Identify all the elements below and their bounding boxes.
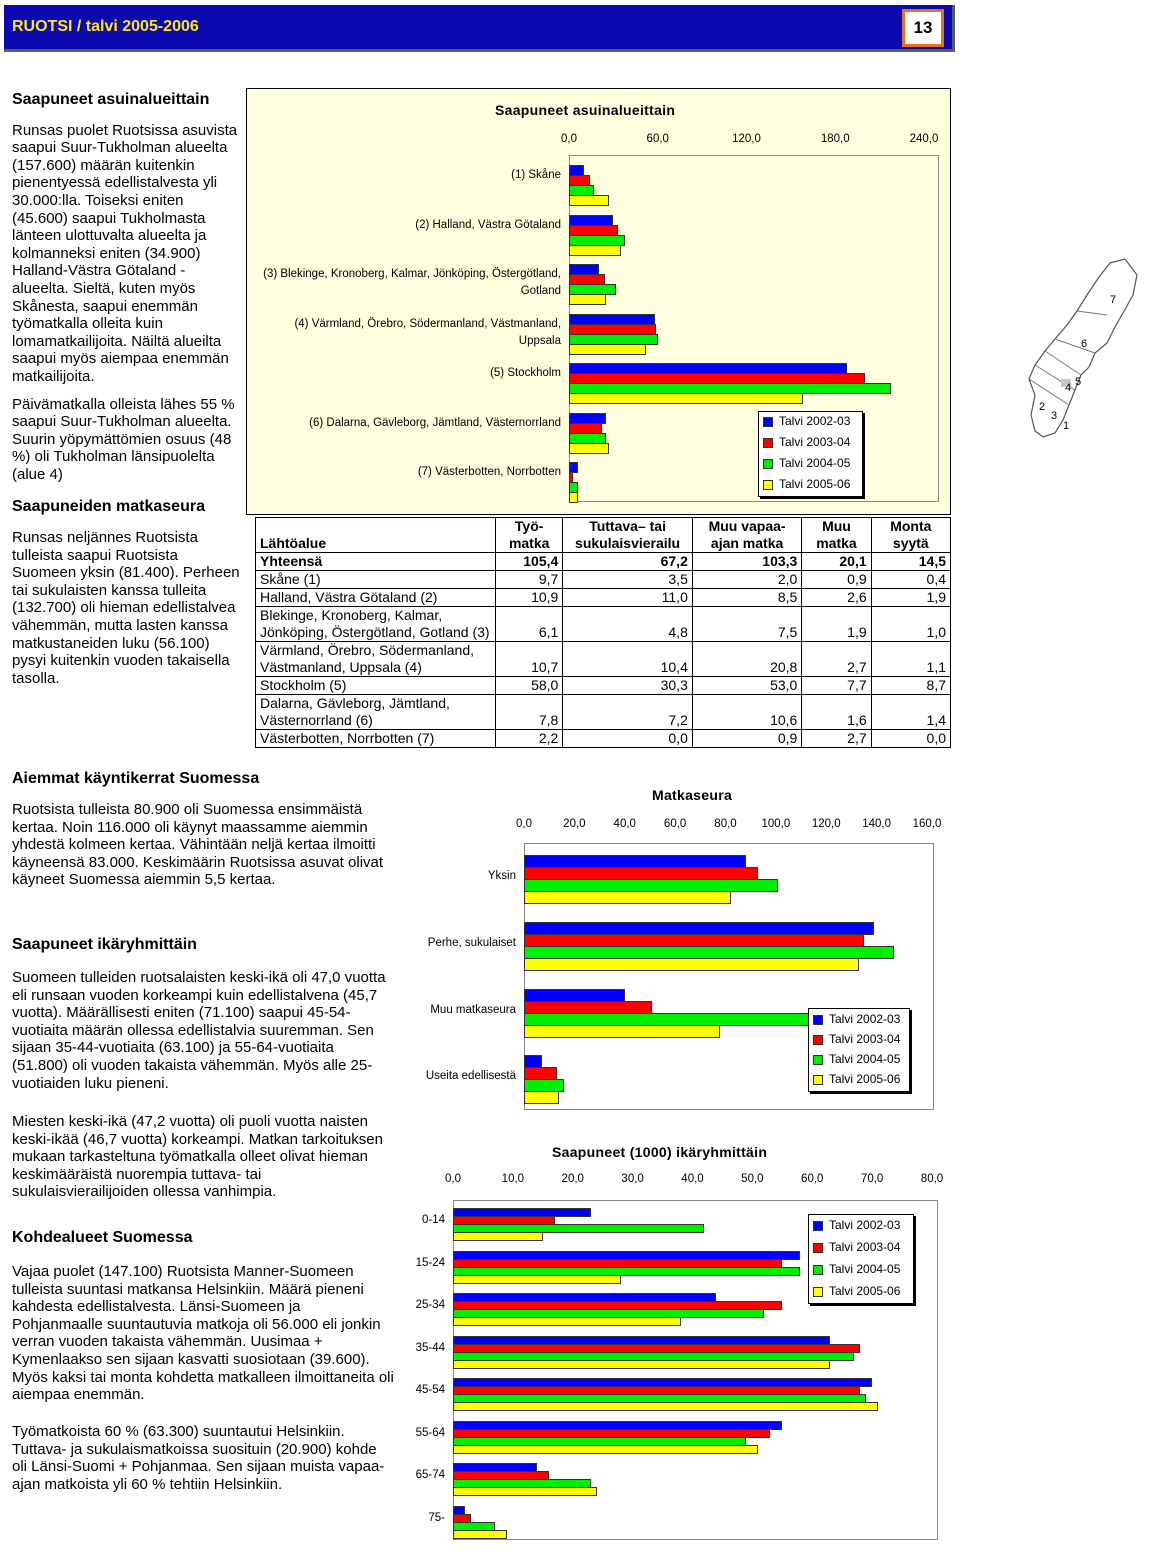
page-header — [4, 5, 955, 52]
legend-item: Talvi 2002-03 — [813, 1012, 900, 1026]
bar — [453, 1360, 830, 1369]
category-label: 0-14 — [421, 1214, 445, 1226]
table-cell-region: Skåne (1) — [256, 571, 496, 589]
table-row — [256, 677, 951, 695]
axis-tick-label: 20,0 — [563, 818, 586, 830]
table-cell-value: 4,8 — [563, 607, 693, 642]
table-cell-value: 7,8 — [496, 695, 563, 730]
table-header-row — [256, 518, 951, 553]
category-label: (5) Stockholm — [490, 367, 561, 380]
bar — [569, 443, 609, 454]
legend-item: Talvi 2003-04 — [813, 1240, 900, 1254]
axis-tick-label: 40,0 — [613, 818, 636, 830]
paragraph-travel-company: Runsas neljännes Ruotsista tulleista saapui Ruotsista Suomeen yksin (81.400). Perheen tai sukulaisten kanssa tulleita (132.700) oli hieman edellistalvea vähemmän, mutta lasten kanssa matkustaneiden luku (56.100) pysyi kuitenkin vuoden takaisella tasolla. — [12, 529, 240, 687]
bar — [453, 1445, 758, 1454]
table-cell-region: Dalarna, Gävleborg, Jämtland, Västernorrland (6) — [256, 695, 496, 730]
legend-item: Talvi 2004-05 — [813, 1262, 900, 1276]
svg-text:1: 1 — [1063, 420, 1070, 432]
axis-tick-label: 100,0 — [761, 818, 791, 830]
heading-arrivals-by-region: Saapuneet asuinalueittain — [12, 91, 210, 108]
axis-tick-label: 120,0 — [811, 818, 841, 830]
table-cell-value: 1,1 — [871, 642, 950, 677]
table-cell-value: 7,5 — [692, 607, 801, 642]
category-label: (7) Västerbotten, Norrbotten — [417, 466, 561, 479]
legend-item: Talvi 2005-06 — [763, 477, 850, 491]
category-label: 45-54 — [415, 1384, 445, 1396]
bar — [569, 245, 621, 256]
table-cell-value: 9,7 — [496, 571, 563, 589]
bar — [524, 891, 731, 904]
svg-text:7: 7 — [1110, 294, 1117, 306]
svg-text:2: 2 — [1039, 401, 1046, 413]
axis-tick-label: 80,0 — [714, 818, 737, 830]
bar — [453, 1232, 543, 1241]
table-cell-value: 2,0 — [692, 571, 801, 589]
table-cell-value: 105,4 — [496, 553, 563, 571]
legend-item: Talvi 2005-06 — [813, 1072, 900, 1086]
axis-tick-label: 60,0 — [663, 818, 687, 830]
table-cell-value: 14,5 — [871, 553, 950, 571]
category-label: (4) Värmland, Örebro, Södermanland, Västmanland, Uppsala — [294, 317, 561, 347]
table-cell-value: 103,3 — [692, 553, 801, 571]
table-cell-value: 2,6 — [802, 589, 871, 607]
table-cell-value: 0,0 — [871, 730, 950, 748]
bar — [569, 393, 803, 404]
legend-item: Talvi 2002-03 — [813, 1218, 900, 1232]
table-cell-value: 53,0 — [692, 677, 801, 695]
table-cell-value: 58,0 — [496, 677, 563, 695]
table-cell-value: 0,0 — [563, 730, 693, 748]
axis-tick-label: 0,0 — [561, 133, 577, 145]
bar — [569, 492, 578, 503]
svg-text:3: 3 — [1051, 410, 1058, 422]
bar — [569, 195, 609, 206]
category-label: 25-34 — [415, 1299, 445, 1311]
category-label: Perhe, sukulaiset — [427, 936, 516, 949]
table-cell-region: Stockholm (5) — [256, 677, 496, 695]
category-label: Useita edellisestä — [425, 1070, 516, 1083]
table-cell-region: Västerbotten, Norrbotten (7) — [256, 730, 496, 748]
paragraph-work-trips: Työmatkoista 60 % (63.300) suuntautui Helsinkiin. Tuttava- ja sukulaismatkoissa suosituin (20.900) kohde oli Länsi-Suomi + Pohjanmaa. Sen sijaan muista vapaa-ajan matkoista yli 60 % tehtiin Helsinkiin. — [12, 1423, 385, 1493]
bar — [524, 1091, 559, 1104]
table-cell-value: 1,4 — [871, 695, 950, 730]
bar — [453, 1402, 878, 1411]
table-cell-value: 2,2 — [496, 730, 563, 748]
paragraph-previous-visits: Ruotsista tulleista 80.900 oli Suomessa ensimmäistä kertaa. Noin 116.000 oli käynyt maassamme aiemmin yhdestä kolmeen kertaa. Vähintään neljä kertaa ilmoitti käyneensä 83.000. Keskimäärin Ruotsissa asuvat olivat käyneet Suomessa aiemmin 5,5 kertaa. — [12, 801, 384, 889]
table-cell-value: 0,4 — [871, 571, 950, 589]
table-cell-region: Blekinge, Kronoberg, Kalmar, Jönköping, Östergötland, Gotland (3) — [256, 607, 496, 642]
svg-text:6: 6 — [1081, 338, 1088, 350]
chart2-legend — [808, 1008, 910, 1092]
col-header-many: Monta syytä — [871, 518, 950, 553]
category-label: Yksin — [487, 870, 516, 882]
left-column — [12, 91, 242, 687]
table-cell-value: 30,3 — [563, 677, 693, 695]
table-cell-value: 10,4 — [563, 642, 693, 677]
table-cell-value: 20,8 — [692, 642, 801, 677]
legend-item: Talvi 2004-05 — [813, 1052, 900, 1066]
legend-item: Talvi 2004-05 — [763, 456, 850, 470]
table-cell-value: 1,9 — [802, 607, 871, 642]
category-label: 75- — [428, 1511, 445, 1524]
sweden-region-map — [1015, 255, 1155, 445]
axis-tick-label: 40,0 — [681, 1173, 704, 1185]
table-cell-value: 1,0 — [871, 607, 950, 642]
axis-tick-label: 240,0 — [909, 133, 939, 145]
table-cell-value: 3,5 — [563, 571, 693, 589]
table-cell-value: 10,7 — [496, 642, 563, 677]
axis-tick-label: 160,0 — [912, 818, 942, 830]
data-table — [255, 517, 951, 748]
table-row — [256, 730, 951, 748]
header-title: RUOTSI / talvi 2005-2006 — [12, 18, 199, 35]
axis-tick-label: 120,0 — [732, 133, 761, 145]
table-cell-region: Halland, Västra Götaland (2) — [256, 589, 496, 607]
paragraph-destinations: Vajaa puolet (147.100) Ruotsista Manner-Suomeen tulleista suuntasi matkansa Helsinkiin. Määrä pieneni kahdesta edellistalvesta. Länsi-Suomeen ja Pohjanmaalle suuntautuvia matkoja oli 56.000 eli jonkin verran vuoden takaista vähemmän. Uusimaa + Kymenlaakso sen sijaan kasvatti suosiotaan (39.600). Myös kaksi tai monta kohdetta matkalleen ilmoittaneita oli aiempaa enemmän. — [12, 1263, 394, 1404]
table-cell-region: Yhteensä — [256, 553, 496, 571]
paragraph-day-trips: Päivämatkalla olleista lähes 55 % saapui Suur-Tukholman alueelta. Suurin yöpymättömien osuus (48 %) oli Tukholman länsipuolelta (alue 4) — [12, 395, 235, 483]
col-header-work: Työ-matka — [496, 518, 563, 553]
category-label: (6) Dalarna, Gävleborg, Jämtland, Västernorrland — [309, 416, 561, 429]
axis-tick-label: 70,0 — [860, 1173, 884, 1185]
category-label: 65-74 — [415, 1469, 445, 1481]
axis-tick-label: 30,0 — [621, 1173, 644, 1185]
chart1-legend — [758, 411, 863, 497]
table-cell-region: Värmland, Örebro, Södermanland, Västmanland, Uppsala (4) — [256, 642, 496, 677]
axis-tick-label: 180,0 — [820, 133, 850, 145]
axis-tick-label: 20,0 — [561, 1173, 584, 1185]
table-cell-value: 8,5 — [692, 589, 801, 607]
bar — [453, 1275, 621, 1284]
table-cell-value: 0,9 — [692, 730, 801, 748]
axis-tick-label: 0,0 — [445, 1173, 461, 1185]
table-cell-value: 67,2 — [563, 553, 693, 571]
axis-tick-label: 140,0 — [862, 818, 892, 830]
table-cell-value: 7,7 — [802, 677, 871, 695]
table-row — [256, 695, 951, 730]
category-label: 55-64 — [415, 1426, 445, 1439]
chart3-title: Saapuneet (1000) ikäryhmittäin — [552, 1144, 768, 1160]
category-label: (3) Blekinge, Kronoberg, Kalmar, Jönköping, Östergötland, Gotland — [263, 268, 561, 298]
table-cell-value: 8,7 — [871, 677, 950, 695]
paragraph-age-gender: Miesten keski-ikä (47,2 vuotta) oli puoli vuotta naisten keski-ikää (46,7 vuotta) korkeampi. Matkan tarkoituksen mukaan tarkasteltuna työmatkalla olleet olivat hieman keskimääräistä nuorempia tuttava- tai sukulaisvierailijoiden ollessa vanhimpia. — [12, 1113, 383, 1201]
legend-item: Talvi 2005-06 — [813, 1284, 900, 1298]
axis-tick-label: 50,0 — [741, 1173, 764, 1185]
table-cell-value: 2,7 — [802, 642, 871, 677]
axis-tick-label: 10,0 — [501, 1173, 525, 1185]
category-label: Muu matkaseura — [430, 1003, 516, 1016]
chart3-legend — [808, 1214, 914, 1304]
table-cell-value: 0,9 — [802, 571, 871, 589]
axis-tick-label: 60,0 — [801, 1173, 824, 1185]
heading-destinations: Kohdealueet Suomessa — [12, 1229, 193, 1246]
category-label: 35-44 — [415, 1341, 445, 1354]
bar — [453, 1317, 681, 1326]
chart1-title: Saapuneet asuinalueittain — [495, 102, 676, 118]
paragraph-arrivals-region: Runsas puolet Ruotsissa asuvista saapui Suur-Tukholman alueelta (157.600) määrän kuitenkin pienentyessä edellistalvesta yli 30.000:lla. Toiseksi eniten (45.600) saapui Tukholmasta länteen ulottuvalta alueelta ja kolmanneksi eniten (34.900) Halland-Västra Götaland - alueelta. Sieltä, kuten myös Skånesta, saapui enemmän työmatkalla olleita kuin lomamatkailijoita. Näiltä alueilta saapui myös aiempaa enemmän matkailijoita. — [12, 121, 238, 385]
page-number: 13 — [902, 9, 944, 47]
table-row — [256, 589, 951, 607]
table-cell-value: 1,9 — [871, 589, 950, 607]
bar — [524, 958, 859, 971]
table-row — [256, 642, 951, 677]
col-header-leisure: Muu vapaa-ajan matka — [692, 518, 801, 553]
table-row — [256, 553, 951, 571]
col-header-region: Lähtöalue — [256, 518, 496, 553]
table-cell-value: 10,6 — [692, 695, 801, 730]
chart-arrivals-by-region — [246, 88, 1117, 515]
legend-item: Talvi 2003-04 — [813, 1032, 900, 1046]
svg-text:4: 4 — [1065, 382, 1072, 394]
chart2-title: Matkaseura — [652, 787, 733, 803]
paragraph-age-groups: Suomeen tulleiden ruotsalaisten keski-ikä oli 47,0 vuotta eli runsaan vuoden korkeampi kuin edellistalvena (45,7 vuotta). Määrällisesti eniten (71.100) saapui 45-54-vuotiaita määrän ollessa edellistalvia suuremman. Sen sijaan 35-44-vuotiaita (63.100) ja 55-64-vuotiaita (51.800) oli vuoden takaista vähemmän. Myös alle 25-vuotiaiden luku pieneni. — [12, 969, 386, 1092]
bar — [453, 1530, 507, 1539]
category-label: (2) Halland, Västra Götaland — [415, 218, 561, 231]
legend-item: Talvi 2003-04 — [763, 435, 850, 449]
table-cell-value: 20,1 — [802, 553, 871, 571]
category-label: 15-24 — [415, 1256, 445, 1269]
axis-tick-label: 80,0 — [920, 1173, 944, 1185]
col-header-other: Muu matka — [802, 518, 871, 553]
table-cell-value: 1,6 — [802, 695, 871, 730]
table-cell-value: 10,9 — [496, 589, 563, 607]
heading-age-groups: Saapuneet ikäryhmittäin — [12, 936, 197, 953]
axis-tick-label: 60,0 — [646, 133, 669, 145]
svg-text:5: 5 — [1075, 376, 1082, 388]
bar — [453, 1487, 597, 1496]
category-label: (1) Skåne — [511, 169, 561, 181]
table-row — [256, 607, 951, 642]
bar — [569, 294, 606, 305]
legend-item: Talvi 2002-03 — [763, 414, 850, 428]
col-header-visit: Tuttava– tai sukulaisvierailu — [563, 518, 693, 553]
table-cell-value: 7,2 — [563, 695, 693, 730]
bar — [524, 1025, 720, 1038]
table-cell-value: 6,1 — [496, 607, 563, 642]
table-cell-value: 11,0 — [563, 589, 693, 607]
heading-previous-visits: Aiemmat käyntikerrat Suomessa — [12, 770, 260, 787]
table-cell-value: 2,7 — [802, 730, 871, 748]
heading-travel-company: Saapuneiden matkaseura — [12, 498, 205, 516]
axis-tick-label: 0,0 — [516, 818, 532, 830]
table-row — [256, 571, 951, 589]
bar — [569, 344, 646, 355]
